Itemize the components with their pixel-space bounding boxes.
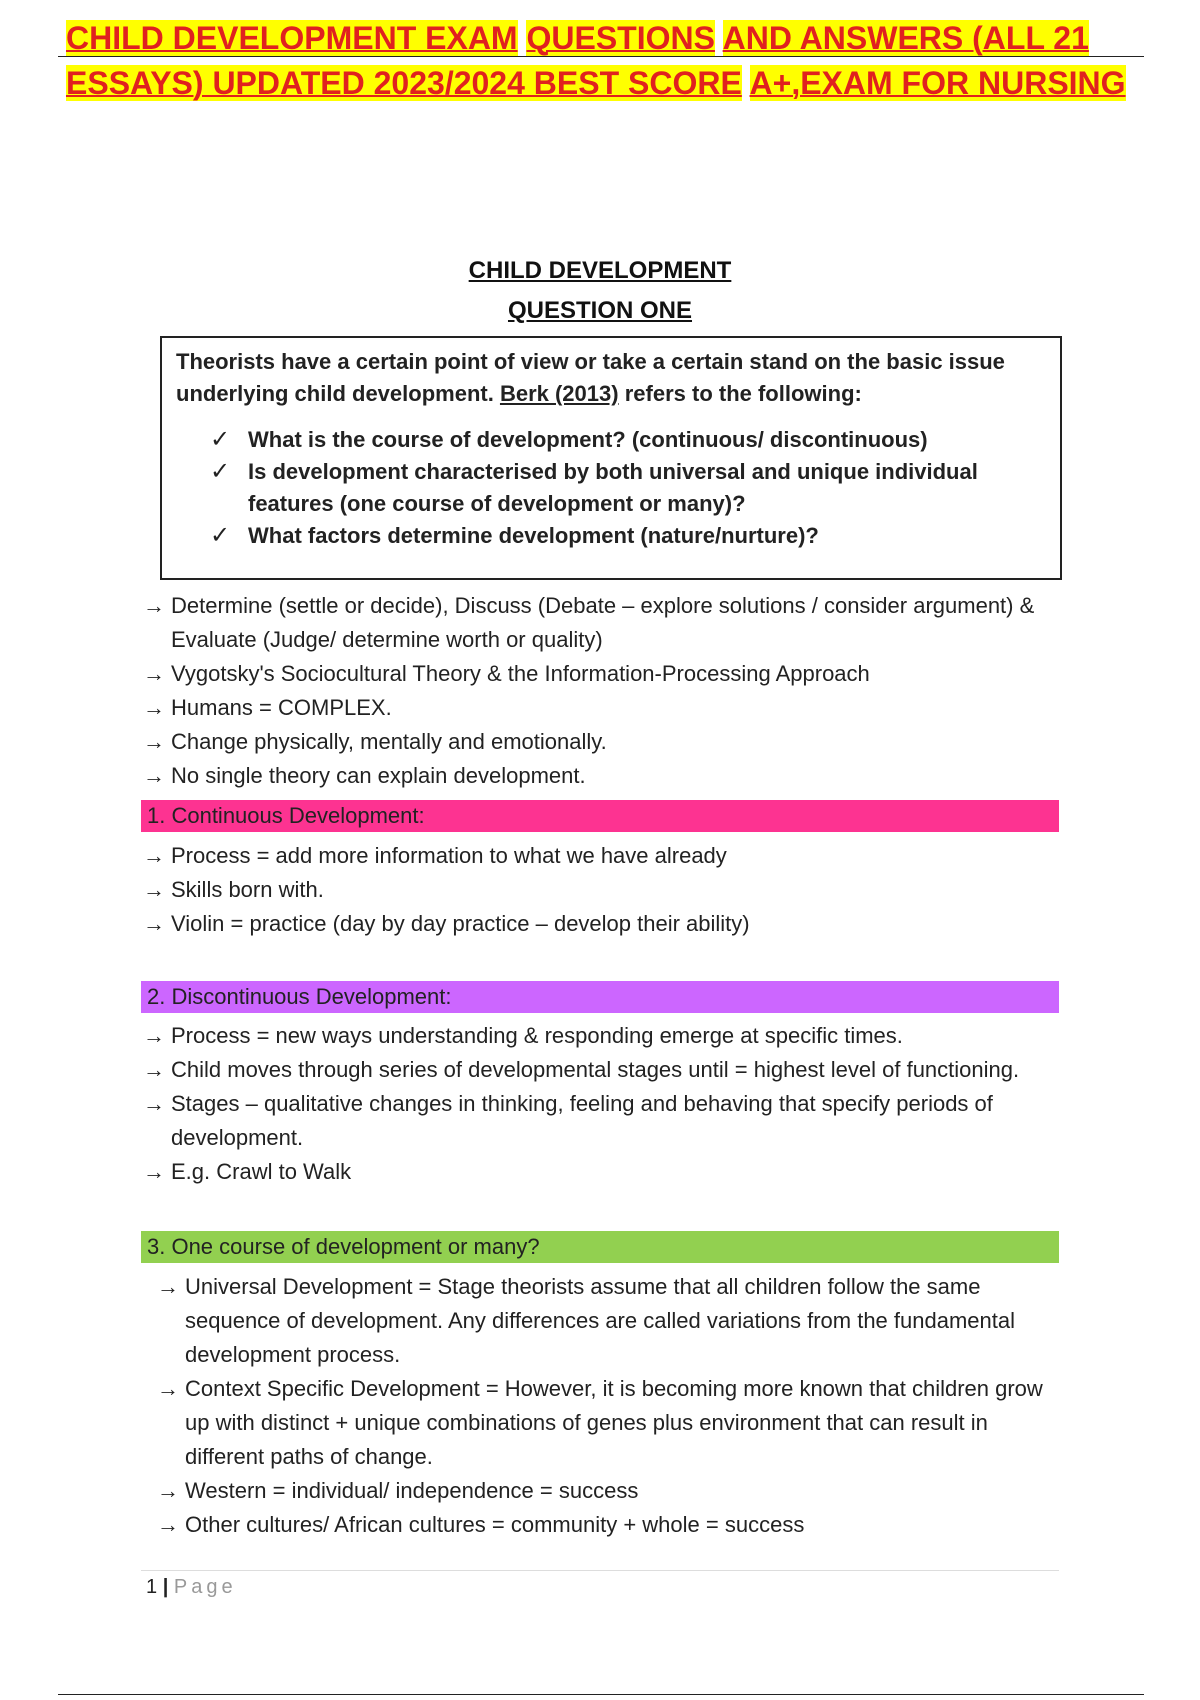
check-item-text: What is the course of development? (continuous/ discontinuous) <box>248 427 928 452</box>
line-text: No single theory can explain development. <box>171 763 586 788</box>
line-text: Vygotsky's Sociocultural Theory & the Information-Processing Approach <box>171 661 870 686</box>
arrow-icon: → <box>143 877 165 902</box>
arrow-line <box>157 1474 1062 1508</box>
arrow-line <box>157 1508 1062 1542</box>
line-text: Process = add more information to what we have already <box>171 843 727 868</box>
question-heading: QUESTION ONE <box>507 297 693 324</box>
line-text: Context Specific Development = However, it is becoming more known that children grow up with distinct + unique combinations of genes plus environment that can result in different paths of change. <box>185 1376 1043 1469</box>
arrow-line <box>143 1155 1063 1189</box>
line-text: Humans = COMPLEX. <box>171 695 392 720</box>
section-heading-discontinuous: 2. Discontinuous Development: <box>141 981 1059 1013</box>
footer-rule <box>141 1570 1059 1571</box>
footer-separator: | <box>162 1576 169 1598</box>
line-text: Universal Development = Stage theorists assume that all children follow the same sequence of development. Any differences are called variations from the fundamental development process. <box>185 1274 1015 1367</box>
section-lines-continuous <box>143 839 1063 941</box>
title-part-1: CHILD DEVELOPMENT EXAM <box>66 20 518 56</box>
arrow-line <box>157 1270 1062 1372</box>
line-text: Skills born with. <box>171 877 324 902</box>
arrow-icon: → <box>143 1023 165 1048</box>
line-text: Process = new ways understanding & responding emerge at specific times. <box>171 1023 903 1048</box>
arrow-line <box>143 657 1063 691</box>
page-heading: CHILD DEVELOPMENT <box>468 257 732 284</box>
title-part-3: AND ANSWERS (ALL 21 <box>722 20 1089 56</box>
title-part-2: QUESTIONS <box>526 20 715 56</box>
arrow-icon: → <box>157 1478 179 1503</box>
arrow-line <box>143 1019 1063 1053</box>
check-icon: ✓ <box>210 458 231 485</box>
question-box <box>160 336 1062 580</box>
arrow-icon: → <box>143 695 165 720</box>
line-text: E.g. Crawl to Walk <box>171 1159 352 1184</box>
box-intro-text: Theorists have a certain point of view or take a certain stand on the basic issue underlying child development. <box>176 349 1005 406</box>
section-lines-discontinuous <box>143 1019 1063 1189</box>
citation: Berk (2013) <box>499 381 619 406</box>
arrow-icon: → <box>143 729 165 754</box>
section-heading-one-course: 3. One course of development or many? <box>141 1231 1059 1263</box>
line-text: Determine (settle or decide), Discuss (Debate – explore solutions / consider argument) & Evaluate (Judge/ determine worth or quality) <box>171 593 1035 652</box>
check-item-text: What factors determine development (nature/nurture)? <box>248 523 819 548</box>
section-heading-continuous: 1. Continuous Development: <box>141 800 1059 832</box>
intro-lines <box>143 589 1063 793</box>
arrow-line <box>143 589 1063 657</box>
box-intro <box>176 346 1046 410</box>
arrow-icon: → <box>143 763 165 788</box>
arrow-icon: → <box>143 661 165 686</box>
arrow-line <box>143 839 1063 873</box>
page-number: 1 <box>146 1576 158 1598</box>
arrow-icon: → <box>157 1512 179 1537</box>
check-item <box>210 520 1046 552</box>
arrow-line <box>143 1087 1063 1155</box>
check-list <box>176 424 1046 552</box>
page-label: Page <box>173 1576 237 1598</box>
arrow-line <box>143 691 1063 725</box>
arrow-icon: → <box>143 911 165 936</box>
arrow-icon: → <box>157 1376 179 1401</box>
line-text: Other cultures/ African cultures = community + whole = success <box>185 1512 805 1537</box>
arrow-icon: → <box>143 1091 165 1116</box>
title-part-4: ESSAYS) UPDATED 2023/2024 BEST SCORE <box>66 65 742 101</box>
line-text: Change physically, mentally and emotionally. <box>171 729 607 754</box>
check-item-text: Is development characterised by both universal and unique individual features (one course of development or many)? <box>248 459 978 516</box>
arrow-icon: → <box>143 843 165 868</box>
arrow-line <box>157 1372 1062 1474</box>
document-title <box>66 16 1146 106</box>
arrow-line <box>143 725 1063 759</box>
check-item <box>210 424 1046 456</box>
arrow-icon: → <box>143 1057 165 1082</box>
line-text: Violin = practice (day by day practice – develop their ability) <box>171 911 750 936</box>
arrow-icon: → <box>143 1159 165 1184</box>
line-text: Western = individual/ independence = success <box>185 1478 639 1503</box>
box-intro-end: refers to the following: <box>624 381 862 406</box>
line-text: Stages – qualitative changes in thinking, feeling and behaving that specify periods of development. <box>171 1091 993 1150</box>
title-part-5: A+,EXAM FOR NURSING <box>749 65 1126 101</box>
line-text: Child moves through series of developmental stages until = highest level of functioning. <box>171 1057 1020 1082</box>
check-icon: ✓ <box>210 522 231 549</box>
bottom-rule <box>58 1694 1144 1695</box>
arrow-icon: → <box>157 1274 179 1299</box>
arrow-line <box>143 873 1063 907</box>
check-icon: ✓ <box>210 426 231 453</box>
section-lines-one-course <box>157 1270 1062 1542</box>
arrow-line <box>143 907 1063 941</box>
page-footer <box>146 1576 237 1599</box>
arrow-line <box>143 759 1063 793</box>
arrow-line <box>143 1053 1063 1087</box>
arrow-icon: → <box>143 593 165 618</box>
check-item <box>210 456 1046 520</box>
